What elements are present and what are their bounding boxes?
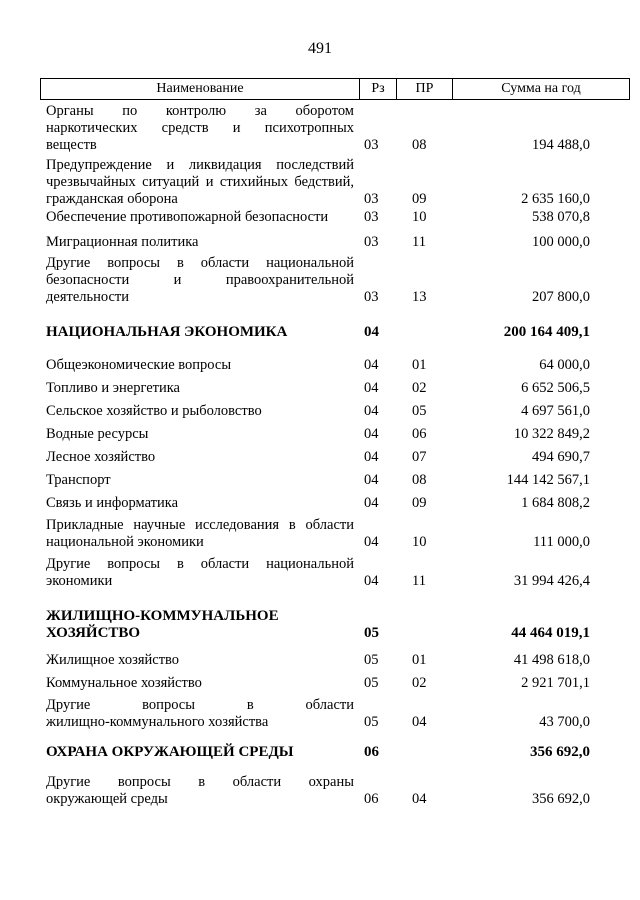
- row-pr: 13: [412, 289, 427, 305]
- row-rz: 04: [364, 357, 379, 373]
- row-name-line: Связь и информатика: [46, 495, 179, 511]
- row-sum: 10 322 849,2: [513, 426, 590, 442]
- row-name: [46, 774, 354, 808]
- row-pr: 10: [412, 534, 427, 550]
- table-row: [46, 157, 590, 208]
- row-name: [46, 744, 354, 761]
- row-rz: 03: [364, 234, 379, 250]
- row-pr: 10: [412, 209, 427, 225]
- row-name-line: жилищно-коммунального хозяйства: [46, 714, 269, 730]
- header-rz: Рз: [360, 79, 397, 99]
- row-name-line: экономики: [46, 573, 113, 589]
- table-row: [46, 234, 590, 251]
- table-row: [46, 697, 590, 731]
- table-row: [46, 652, 590, 669]
- row-sum: 31 994 426,4: [513, 573, 590, 589]
- row-name: [46, 157, 354, 208]
- row-rz: 03: [364, 137, 379, 153]
- row-pr: 09: [412, 191, 427, 207]
- table-row: [46, 517, 590, 551]
- row-name-line: НАЦИОНАЛЬНАЯ ЭКОНОМИКА: [46, 324, 288, 340]
- row-name: [46, 234, 354, 251]
- row-sum: 2 921 701,1: [521, 675, 590, 691]
- row-name: [46, 449, 354, 466]
- row-name: [46, 517, 354, 551]
- header-sum: Сумма на год: [501, 81, 581, 96]
- row-name-line: веществ: [46, 137, 97, 153]
- row-name: [46, 324, 354, 341]
- row-rz: 04: [364, 426, 379, 442]
- row-rz: 04: [364, 403, 379, 419]
- row-name-line: ЖИЛИЩНО-КОММУНАЛЬНОЕ: [46, 608, 279, 624]
- row-sum: 194 488,0: [532, 137, 590, 153]
- row-pr: 01: [412, 357, 427, 373]
- row-rz: 04: [364, 573, 379, 589]
- row-pr: 06: [412, 426, 427, 442]
- row-name: [46, 380, 354, 397]
- row-name-line: Транспорт: [46, 472, 111, 488]
- row-name: [46, 255, 354, 306]
- row-rz: 04: [364, 380, 379, 396]
- row-sum: 356 692,0: [532, 791, 590, 807]
- row-name: [46, 357, 354, 374]
- row-sum: 494 690,7: [532, 449, 590, 465]
- row-name-line: безопасности и правоохранительной: [46, 272, 354, 288]
- row-name-line: Другие вопросы в области национальной: [46, 556, 354, 572]
- row-name-line: Органы по контролю за оборотом: [46, 103, 354, 119]
- row-name: [46, 495, 354, 512]
- row-rz: 06: [364, 744, 379, 760]
- row-pr: 04: [412, 714, 427, 730]
- row-pr: 02: [412, 675, 427, 691]
- row-name-line: Предупреждение и ликвидация последствий: [46, 157, 354, 173]
- table-header: [40, 78, 630, 100]
- row-name-line: Жилищное хозяйство: [46, 652, 180, 668]
- page-number: 491: [308, 40, 332, 57]
- row-rz: 04: [364, 449, 379, 465]
- row-pr: 11: [412, 234, 426, 250]
- row-rz: 06: [364, 791, 379, 807]
- row-name: [46, 675, 354, 692]
- row-name: [46, 103, 354, 154]
- row-name-line: Топливо и энергетика: [46, 380, 180, 396]
- header-pr: ПР: [397, 79, 453, 99]
- row-rz: 04: [364, 472, 379, 488]
- row-pr: 08: [412, 472, 427, 488]
- row-pr: 05: [412, 403, 427, 419]
- row-name-line: чрезвычайных ситуаций и стихийных бедствий,: [46, 174, 354, 190]
- section-row: [46, 744, 590, 761]
- row-name-line: наркотических средств и психотропных: [46, 120, 354, 136]
- row-name-line: Сельское хозяйство и рыболовство: [46, 403, 262, 419]
- row-sum: 44 464 019,1: [511, 625, 590, 641]
- row-rz: 05: [364, 625, 379, 641]
- row-rz: 03: [364, 289, 379, 305]
- header-name: Наименование: [41, 79, 360, 99]
- row-rz: 04: [364, 495, 379, 511]
- table-row: [46, 449, 590, 466]
- row-rz: 05: [364, 714, 379, 730]
- row-sum: 538 070,8: [532, 209, 590, 225]
- row-name: [46, 608, 354, 642]
- row-name: [46, 556, 354, 590]
- row-name-line: Другие вопросы в области охраны: [46, 774, 354, 790]
- row-name-line: Лесное хозяйство: [46, 449, 156, 465]
- row-rz: 05: [364, 675, 379, 691]
- row-name: [46, 652, 354, 669]
- row-pr: 04: [412, 791, 427, 807]
- row-name-line: деятельности: [46, 289, 130, 305]
- row-name-line: Обеспечение противопожарной безопасности: [46, 209, 329, 225]
- row-pr: 11: [412, 573, 426, 589]
- row-name-line: Коммунальное хозяйство: [46, 675, 202, 691]
- row-sum: 2 635 160,0: [521, 191, 590, 207]
- table-row: [46, 472, 590, 489]
- row-pr: 07: [412, 449, 427, 465]
- row-rz: 05: [364, 652, 379, 668]
- row-name-line: Водные ресурсы: [46, 426, 149, 442]
- table-row: [46, 357, 590, 374]
- row-name-line: ОХРАНА ОКРУЖАЮЩЕЙ СРЕДЫ: [46, 744, 294, 760]
- row-name-line: Общеэкономические вопросы: [46, 357, 232, 373]
- table-row: [46, 556, 590, 590]
- table-row: [46, 774, 590, 808]
- row-sum: 100 000,0: [532, 234, 590, 250]
- row-sum: 43 700,0: [539, 714, 590, 730]
- row-pr: 01: [412, 652, 427, 668]
- row-name-line: ХОЗЯЙСТВО: [46, 625, 141, 641]
- row-sum: 6 652 506,5: [521, 380, 590, 396]
- section-row: [46, 324, 590, 341]
- row-rz: 04: [364, 534, 379, 550]
- row-name-line: Миграционная политика: [46, 234, 199, 250]
- row-name-line: Другие вопросы в области: [46, 697, 354, 713]
- row-rz: 03: [364, 209, 379, 225]
- row-sum: 200 164 409,1: [503, 324, 590, 340]
- row-name-line: окружающей среды: [46, 791, 168, 807]
- row-name: [46, 472, 354, 489]
- row-name: [46, 209, 354, 226]
- row-name-line: Другие вопросы в области национальной: [46, 255, 354, 271]
- table-row: [46, 495, 590, 512]
- row-name-line: Прикладные научные исследования в области: [46, 517, 354, 533]
- row-sum: 41 498 618,0: [513, 652, 590, 668]
- row-name-line: гражданская оборона: [46, 191, 178, 207]
- row-pr: 08: [412, 137, 427, 153]
- row-sum: 1 684 808,2: [521, 495, 590, 511]
- row-rz: 04: [364, 324, 379, 340]
- row-pr: 02: [412, 380, 427, 396]
- row-name: [46, 697, 354, 731]
- row-sum: 144 142 567,1: [506, 472, 590, 488]
- table-row: [46, 209, 590, 226]
- table-row: [46, 675, 590, 692]
- row-name: [46, 403, 354, 420]
- section-row: [46, 608, 590, 642]
- row-sum: 64 000,0: [539, 357, 590, 373]
- table-row: [46, 403, 590, 420]
- table-row: [46, 103, 590, 154]
- row-sum: 356 692,0: [530, 744, 590, 760]
- table-row: [46, 380, 590, 397]
- row-name-line: национальной экономики: [46, 534, 204, 550]
- row-pr: 09: [412, 495, 427, 511]
- row-sum: 4 697 561,0: [521, 403, 590, 419]
- table-row: [46, 426, 590, 443]
- row-sum: 207 800,0: [532, 289, 590, 305]
- table-row: [46, 255, 590, 306]
- row-name: [46, 426, 354, 443]
- row-rz: 03: [364, 191, 379, 207]
- row-sum: 111 000,0: [533, 534, 590, 550]
